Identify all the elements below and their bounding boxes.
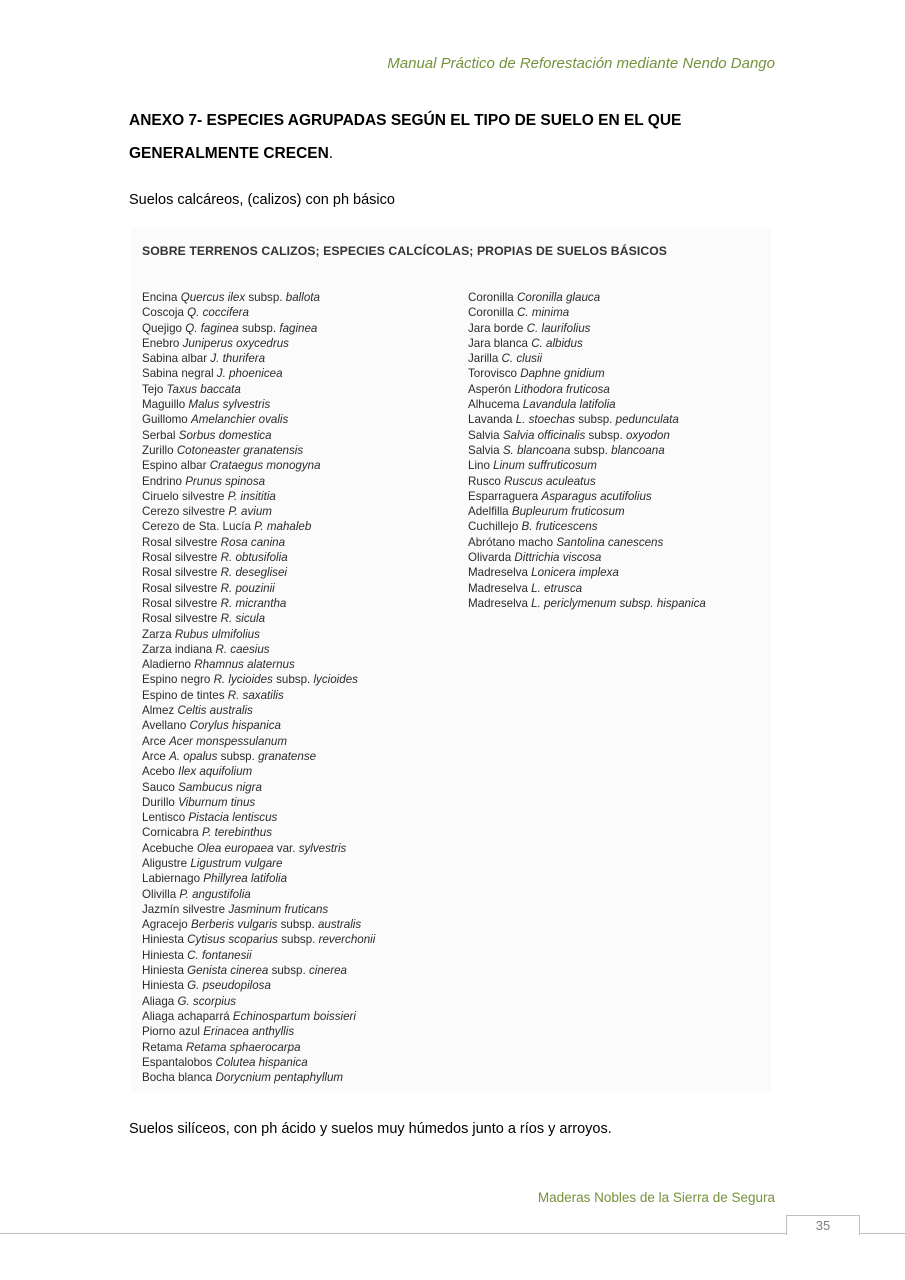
species-common-name: Guillomo <box>142 413 188 427</box>
species-item <box>142 764 375 779</box>
species-scientific-name: Echinospartum boissieri <box>232 1009 356 1023</box>
species-scientific-name: R. sicula <box>220 612 266 626</box>
species-item <box>468 305 706 320</box>
species-common-name: Sabina albar <box>142 352 208 366</box>
species-scientific-name: L. etrusca <box>531 581 583 595</box>
species-item <box>142 443 375 458</box>
species-scientific-name: A. opalus <box>169 749 218 763</box>
species-scientific-name: Celtis australis <box>177 704 253 718</box>
species-item <box>142 902 375 917</box>
species-scientific-name: L. periclymenum subsp. <box>531 596 654 610</box>
species-rank: var. <box>276 841 296 855</box>
species-scientific-name: Berberis vulgaris <box>191 918 278 932</box>
species-infraspecific-name: blancoana <box>611 443 665 457</box>
species-common-name: Durillo <box>142 795 175 809</box>
species-rank: subsp. <box>280 918 315 932</box>
species-item <box>468 581 706 596</box>
species-common-name: Agracejo <box>142 918 188 932</box>
species-common-name: Aliaga achaparrá <box>142 1009 230 1023</box>
species-common-name: Bocha blanca <box>142 1071 213 1085</box>
species-item <box>142 963 375 978</box>
species-item <box>142 489 375 504</box>
species-scientific-name: Q. coccifera <box>187 306 249 320</box>
species-common-name: Coscoja <box>142 306 184 320</box>
species-common-name: Arce <box>142 734 166 748</box>
species-scientific-name: Dittrichia viscosa <box>514 551 602 565</box>
species-common-name: Cornicabra <box>142 826 199 840</box>
species-common-name: Hiniesta <box>142 933 184 947</box>
species-scientific-name: Retama sphaerocarpa <box>185 1040 301 1054</box>
species-scientific-name: Cotoneaster granatensis <box>176 443 304 457</box>
species-scientific-name: Quercus ilex <box>180 291 246 304</box>
species-scientific-name: Jasminum fruticans <box>228 902 329 916</box>
species-scientific-name: Lonicera implexa <box>531 566 619 580</box>
species-common-name: Jazmín silvestre <box>142 902 226 916</box>
species-rank: subsp. <box>248 291 283 304</box>
species-item <box>142 336 375 351</box>
species-scientific-name: Sorbus domestica <box>178 428 272 442</box>
species-rank: subsp. <box>220 749 255 763</box>
species-item <box>468 321 706 336</box>
species-item <box>468 443 706 458</box>
species-item <box>142 581 375 596</box>
species-scientific-name: Q. faginea <box>185 321 239 335</box>
species-scientific-name: Salvia officinalis <box>502 428 586 442</box>
species-item <box>142 550 375 565</box>
species-scientific-name: Corylus hispanica <box>189 719 282 733</box>
species-scientific-name: Lithodora fruticosa <box>514 382 610 396</box>
species-infraspecific-name: ballota <box>285 291 320 304</box>
species-infraspecific-name: pedunculata <box>615 413 679 427</box>
species-scientific-name: Crataegus monogyna <box>209 459 321 473</box>
species-item <box>142 932 375 947</box>
species-common-name: Aladierno <box>142 658 191 672</box>
species-common-name: Lentisco <box>142 811 186 825</box>
section-siliceous-heading: Suelos silíceos, con ph ácido y suelos muy húmedos junto a ríos y arroyos. <box>129 1121 612 1137</box>
species-item <box>142 871 375 886</box>
species-common-name: Salvia <box>468 443 500 457</box>
species-common-name: Endrino <box>142 474 182 488</box>
species-item <box>142 642 375 657</box>
species-scientific-name: G. scorpius <box>177 994 237 1008</box>
species-common-name: Tejo <box>142 382 164 396</box>
species-common-name: Almez <box>142 704 175 718</box>
species-scientific-name: Lavandula latifolia <box>522 398 616 412</box>
species-common-name: Espino albar <box>142 459 207 473</box>
species-common-name: Rosal silvestre <box>142 535 218 549</box>
species-item <box>468 366 706 381</box>
section-calcareous-heading: Suelos calcáreos, (calizos) con ph básico <box>129 192 395 208</box>
species-item <box>468 351 706 366</box>
species-common-name: Abrótano macho <box>468 535 554 549</box>
species-scientific-name: Rhamnus alaternus <box>194 658 295 672</box>
species-item <box>142 825 375 840</box>
species-scientific-name: C. albidus <box>531 336 583 350</box>
species-item <box>468 397 706 412</box>
species-item <box>142 780 375 795</box>
species-common-name: Madreselva <box>468 596 528 610</box>
species-item <box>142 565 375 580</box>
species-scientific-name: Daphne gnidium <box>520 367 605 381</box>
species-common-name: Esparraguera <box>468 489 539 503</box>
species-item <box>142 994 375 1009</box>
species-rank: subsp. <box>271 964 306 978</box>
species-item <box>142 856 375 871</box>
species-scientific-name: Colutea hispanica <box>215 1055 308 1069</box>
species-scientific-name: Asparagus acutifolius <box>541 489 652 503</box>
species-common-name: Retama <box>142 1040 183 1054</box>
species-item <box>142 657 375 672</box>
species-scientific-name: L. stoechas <box>515 413 576 427</box>
species-common-name: Zarza <box>142 627 172 641</box>
species-common-name: Hiniesta <box>142 964 184 978</box>
species-scientific-name: P. angustifolia <box>179 887 251 901</box>
species-scientific-name: Cytisus scoparius <box>187 933 278 947</box>
species-item <box>142 1009 375 1024</box>
species-scientific-name: R. lycioides <box>213 673 273 687</box>
species-common-name: Hiniesta <box>142 979 184 993</box>
species-common-name: Madreselva <box>468 566 528 580</box>
species-scientific-name: Amelanchier ovalis <box>190 413 289 427</box>
species-item <box>142 519 375 534</box>
species-common-name: Acebo <box>142 765 175 779</box>
species-infraspecific-name: cinerea <box>308 964 347 978</box>
species-common-name: Coronilla <box>468 306 514 320</box>
species-common-name: Hiniesta <box>142 948 184 962</box>
species-common-name: Espino negro <box>142 673 211 687</box>
species-column-right <box>468 290 706 611</box>
species-scientific-name: R. saxatilis <box>227 688 284 702</box>
species-scientific-name: C. clusii <box>501 352 543 366</box>
species-rank: subsp. <box>241 321 277 335</box>
species-scientific-name: Ligustrum vulgare <box>190 856 283 870</box>
species-item <box>142 1024 375 1039</box>
species-item <box>142 412 375 427</box>
species-common-name: Salvia <box>468 428 500 442</box>
species-scientific-name: Malus sylvestris <box>188 398 271 412</box>
species-item <box>142 810 375 825</box>
species-common-name: Avellano <box>142 719 187 733</box>
species-common-name: Rosal silvestre <box>142 612 218 626</box>
species-scientific-name: J. thurifera <box>210 352 266 366</box>
species-item <box>142 887 375 902</box>
species-common-name: Enebro <box>142 336 180 350</box>
species-item <box>142 917 375 932</box>
species-scientific-name: Ruscus aculeatus <box>504 474 596 488</box>
species-item <box>142 397 375 412</box>
species-common-name: Adelfilla <box>468 505 509 519</box>
species-item <box>142 978 375 993</box>
species-item <box>468 550 706 565</box>
species-scientific-name: P. terebinthus <box>201 826 272 840</box>
species-scientific-name: Linum suffruticosum <box>493 459 597 473</box>
species-item <box>142 611 375 626</box>
species-common-name: Aligustre <box>142 856 188 870</box>
running-header: Manual Práctico de Reforestación mediante Nendo Dango <box>387 55 775 72</box>
species-scientific-name: Rosa canina <box>220 535 286 549</box>
species-infraspecific-name: australis <box>317 918 362 932</box>
species-item <box>142 535 375 550</box>
species-scientific-name: Sambucus nigra <box>178 780 262 794</box>
species-scientific-name: Santolina canescens <box>556 535 664 549</box>
species-common-name: Rosal silvestre <box>142 581 218 595</box>
species-infraspecific-name: lycioides <box>313 673 358 687</box>
scan-heading: SOBRE TERRENOS CALIZOS; ESPECIES CALCÍCOLAS; PROPIAS DE SUELOS BÁSICOS <box>142 244 668 258</box>
species-item <box>142 948 375 963</box>
species-item <box>142 305 375 320</box>
species-item <box>142 672 375 687</box>
species-common-name: Coronilla <box>468 291 514 304</box>
species-infraspecific-name: reverchonii <box>318 933 376 947</box>
species-rank: subsp. <box>281 933 316 947</box>
species-scientific-name: C. minima <box>517 306 570 320</box>
species-common-name: Jara blanca <box>468 336 528 350</box>
species-common-name: Maguillo <box>142 398 186 412</box>
species-scientific-name: Pistacia lentiscus <box>188 811 278 825</box>
species-item <box>142 366 375 381</box>
species-rank: subsp. <box>588 428 623 442</box>
annex-title <box>129 104 776 170</box>
footer-divider <box>0 1233 905 1234</box>
species-item <box>142 351 375 366</box>
species-item <box>468 382 706 397</box>
species-item <box>142 458 375 473</box>
species-common-name: Cerezo de Sta. Lucía <box>142 520 251 534</box>
species-scientific-name: Acer monspessulanum <box>169 734 288 748</box>
species-scientific-name: J. phoenicea <box>216 367 283 381</box>
species-item <box>142 1055 375 1070</box>
footer-title: Maderas Nobles de la Sierra de Segura <box>537 1190 775 1205</box>
species-item <box>142 474 375 489</box>
annex-title-period: . <box>328 145 334 162</box>
species-common-name: Quejigo <box>142 321 182 335</box>
species-item <box>468 504 706 519</box>
species-common-name: Espino de tintes <box>142 688 225 702</box>
species-common-name: Madreselva <box>468 581 528 595</box>
annex-title-bold: GENERALMENTE CRECEN <box>129 145 329 162</box>
species-common-name: Acebuche <box>142 841 194 855</box>
species-item <box>468 428 706 443</box>
species-common-name: Lavanda <box>468 413 513 427</box>
species-common-name: Arce <box>142 749 166 763</box>
species-scientific-name: Dorycnium pentaphyllum <box>215 1071 344 1085</box>
species-common-name: Olivarda <box>468 551 512 565</box>
species-item <box>468 565 706 580</box>
species-item <box>142 596 375 611</box>
species-item <box>142 718 375 733</box>
species-rank: subsp. <box>578 413 613 427</box>
species-scientific-name: Genista cinerea <box>187 964 269 978</box>
species-common-name: Rosal silvestre <box>142 566 218 580</box>
species-scientific-name: B. fruticescens <box>521 520 598 534</box>
species-item <box>142 734 375 749</box>
species-common-name: Cerezo silvestre <box>142 505 226 519</box>
species-column-left <box>142 290 375 1085</box>
species-item <box>468 474 706 489</box>
species-common-name: Jarilla <box>468 352 499 366</box>
species-common-name: Torovisco <box>468 367 517 381</box>
species-scientific-name: R. pouzinii <box>220 581 275 595</box>
species-common-name: Encina <box>142 291 178 304</box>
species-scientific-name: G. pseudopilosa <box>187 979 271 993</box>
species-common-name: Zurillo <box>142 443 174 457</box>
species-rank: subsp. <box>573 443 608 457</box>
species-item <box>142 688 375 703</box>
species-item <box>468 336 706 351</box>
species-item <box>468 412 706 427</box>
species-scientific-name: R. deseglisei <box>220 566 288 580</box>
species-common-name: Sabina negral <box>142 367 214 381</box>
species-rank: subsp. <box>276 673 311 687</box>
species-scientific-name: R. obtusifolia <box>220 551 288 565</box>
species-scientific-name: Viburnum tinus <box>178 795 256 809</box>
species-common-name: Aliaga <box>142 994 175 1008</box>
species-common-name: Piorno azul <box>142 1025 201 1039</box>
species-scientific-name: P. insititia <box>227 489 276 503</box>
annex-title-line-2 <box>129 137 776 170</box>
species-item <box>142 428 375 443</box>
species-common-name: Labiernago <box>142 872 201 886</box>
species-item <box>142 795 375 810</box>
species-scientific-name: Taxus baccata <box>166 382 241 396</box>
species-common-name: Jara borde <box>468 321 524 335</box>
species-scientific-name: C. laurifolius <box>526 321 591 335</box>
species-scientific-name: Juniperus oxycedrus <box>182 336 289 350</box>
species-common-name: Sauco <box>142 780 175 794</box>
species-item <box>142 703 375 718</box>
species-common-name: Ciruelo silvestre <box>142 489 225 503</box>
species-infraspecific-name: oxyodon <box>625 428 670 442</box>
species-item <box>468 290 706 305</box>
species-common-name: Serbal <box>142 428 176 442</box>
species-item <box>142 290 375 305</box>
species-scientific-name: C. fontanesii <box>187 948 252 962</box>
species-scientific-name: R. micrantha <box>220 596 287 610</box>
page-number: 35 <box>786 1215 860 1235</box>
species-infraspecific-name: sylvestris <box>298 841 347 855</box>
species-common-name: Lino <box>468 459 490 473</box>
species-scientific-name: Olea europaea <box>196 841 274 855</box>
species-scientific-name: Bupleurum fruticosum <box>511 505 625 519</box>
species-common-name: Alhucema <box>468 398 520 412</box>
species-scientific-name: Coronilla glauca <box>517 291 601 304</box>
species-common-name: Rosal silvestre <box>142 596 218 610</box>
species-item <box>142 749 375 764</box>
species-scientific-name: Rubus ulmifolius <box>174 627 260 641</box>
species-common-name: Zarza indiana <box>142 642 213 656</box>
species-infraspecific-name: hispanica <box>656 596 706 610</box>
species-item <box>468 519 706 534</box>
species-common-name: Cuchillejo <box>468 520 519 534</box>
species-item <box>142 504 375 519</box>
species-scientific-name: Prunus spinosa <box>185 474 266 488</box>
species-infraspecific-name: granatense <box>258 749 317 763</box>
scanned-species-list <box>131 228 771 1092</box>
species-scientific-name: R. caesius <box>215 642 270 656</box>
species-item <box>142 321 375 336</box>
species-common-name: Rusco <box>468 474 501 488</box>
species-common-name: Rosal silvestre <box>142 551 218 565</box>
species-item <box>142 1040 375 1055</box>
species-scientific-name: P. avium <box>228 505 272 519</box>
annex-title-line-1: ANEXO 7- ESPECIES AGRUPADAS SEGÚN EL TIPO DE SUELO EN EL QUE <box>129 112 682 129</box>
species-common-name: Olivilla <box>142 887 177 901</box>
species-item <box>142 382 375 397</box>
species-common-name: Espantalobos <box>142 1055 213 1069</box>
species-item <box>142 1070 375 1085</box>
species-scientific-name: S. blancoana <box>502 443 571 457</box>
species-scientific-name: P. mahaleb <box>254 520 312 534</box>
species-scientific-name: Erinacea anthyllis <box>203 1025 295 1039</box>
species-item <box>468 489 706 504</box>
species-item <box>142 841 375 856</box>
species-item <box>142 627 375 642</box>
species-infraspecific-name: faginea <box>279 321 318 335</box>
species-item <box>468 596 706 611</box>
species-item <box>468 458 706 473</box>
species-scientific-name: Phillyrea latifolia <box>203 872 288 886</box>
species-scientific-name: Ilex aquifolium <box>178 765 253 779</box>
species-item <box>468 535 706 550</box>
species-common-name: Asperón <box>468 382 512 396</box>
